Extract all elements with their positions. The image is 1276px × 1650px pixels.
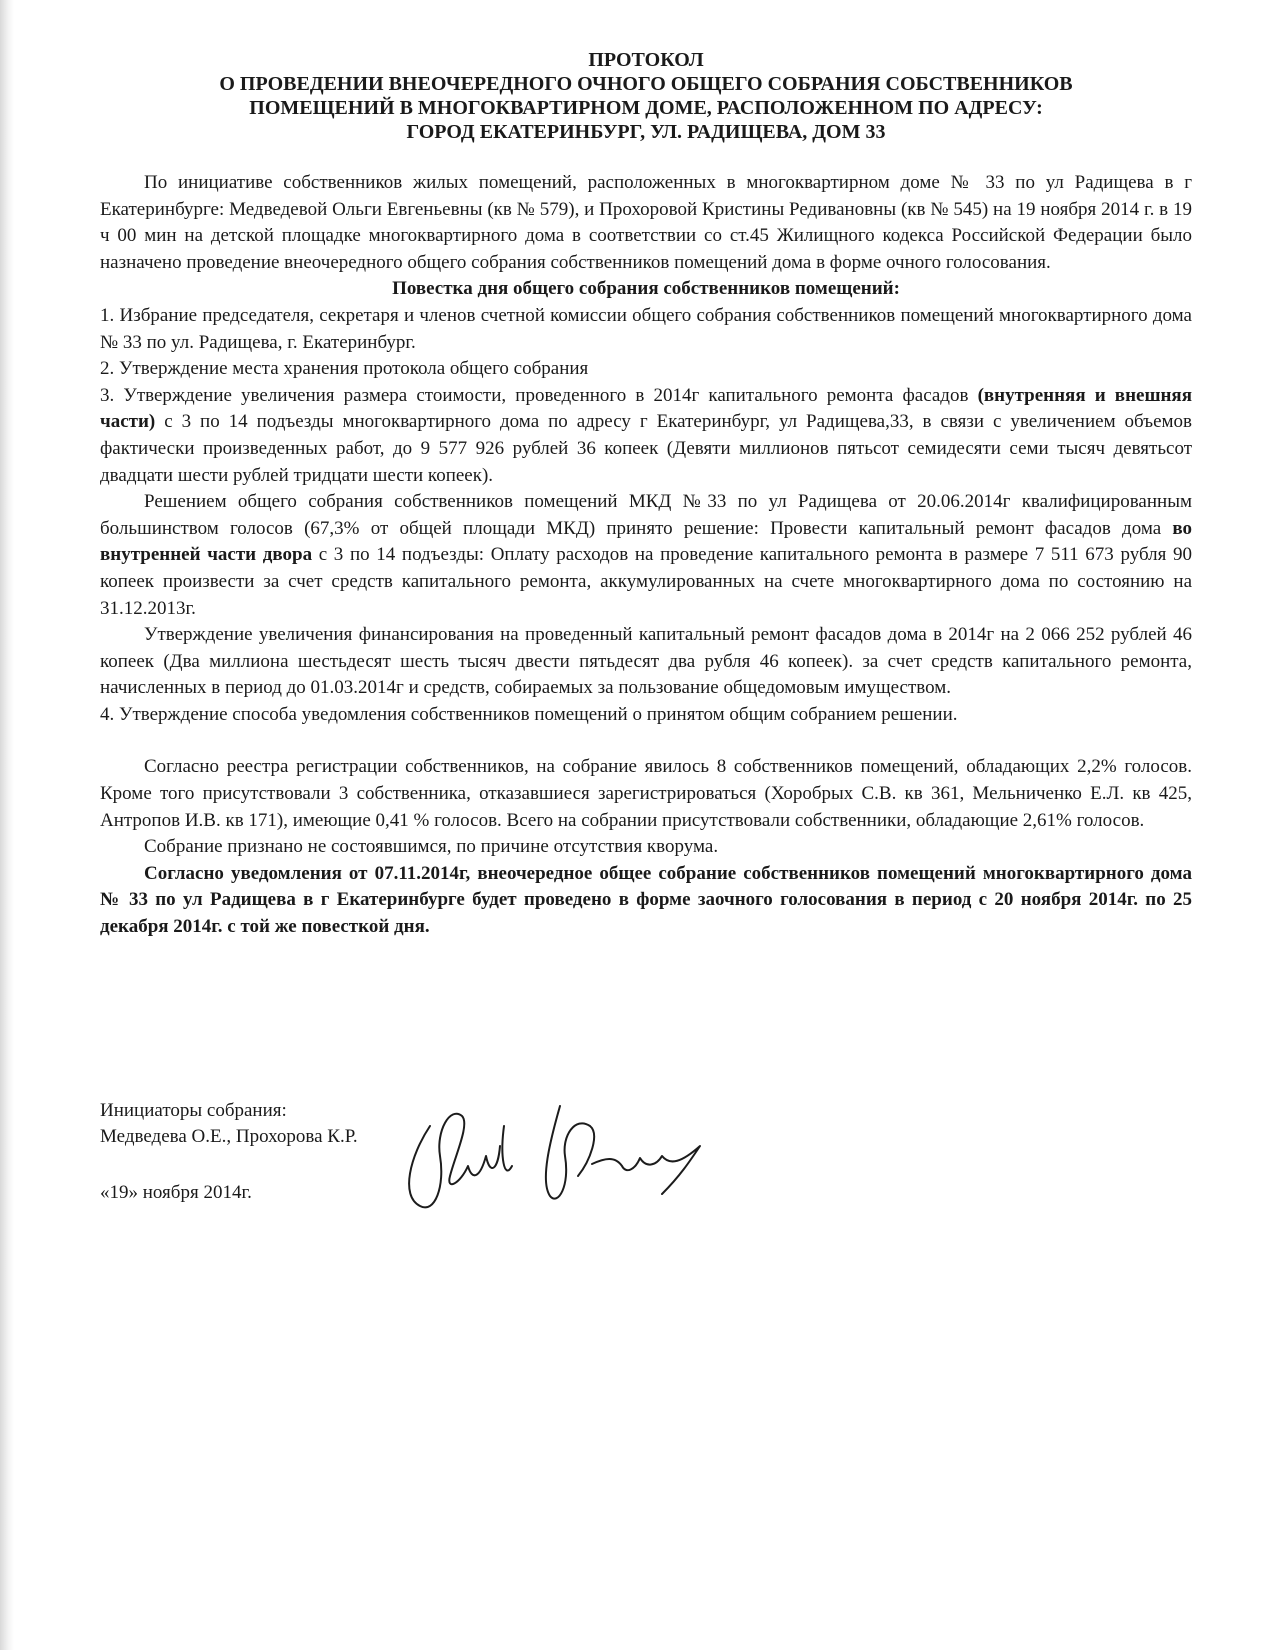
title-line-2: О ПРОВЕДЕНИИ ВНЕОЧЕРЕДНОГО ОЧНОГО ОБЩЕГО СОБРАНИЯ СОБСТВЕННИКОВ xyxy=(219,73,1073,95)
agenda-item-3-text-a: 3. Утверждение увеличения размера стоимости, проведенного в 2014г капитального ремонта фасадов xyxy=(100,384,969,406)
signature-1 xyxy=(409,1114,512,1208)
signature-block xyxy=(100,1098,800,1238)
scan-edge xyxy=(0,0,14,1650)
agenda-item-3 xyxy=(100,383,1192,489)
agenda-item-3-text-b: с 3 по 14 подъезды многоквартирного дома по адресу г Екатеринбург, ул Радищева,33, в связи с увеличением объемов фактически произведенных работ, до 9 577 926 рублей 36 копеек (Девяти миллионов пятьсот семидесяти семи тысяч девятьсот двадцати шести рублей тридцати шести копеек). xyxy=(100,411,1192,486)
agenda-item-2: 2. Утверждение места хранения протокола общего собрания xyxy=(100,358,589,380)
initiators-label: Инициаторы собрания: xyxy=(100,1100,287,1121)
agenda-item-1: 1. Избрание председателя, секретаря и членов счетной комиссии общего собрания собственников помещений многоквартирного дома № 33 по ул. Радищева, г. Екатеринбург. xyxy=(100,304,1192,353)
agenda-item-3-bold: (внутренняя и внешняя части) xyxy=(100,384,1192,433)
signature-date: «19» ноября 2014г. xyxy=(100,1182,252,1203)
decision-bold: во внутренней части двора xyxy=(100,517,1192,566)
no-quorum-paragraph: Собрание признано не состоявшимся, по причине отсутствия кворума. xyxy=(144,836,719,858)
agenda-heading: Повестка дня общего собрания собственников помещений: xyxy=(392,278,900,300)
notice-paragraph: Согласно уведомления от 07.11.2014г, внеочередное общее собрание собственников помещений многоквартирного дома № 33 по ул Радищева в г Екатеринбурге будет проведено в форме заочного голосования в период с 20 ноября 2014г. по 25 декабря 2014г. с той же повесткой дня. xyxy=(100,862,1192,938)
title-line-1: ПРОТОКОЛ xyxy=(588,49,704,71)
initiators-names: Медведева О.Е., Прохорова К.Р. xyxy=(100,1126,358,1147)
decision-text-b: с 3 по 14 подъезды: Оплату расходов на проведение капитального ремонта в размере 7 511 673 рубля 90 копеек произвести за счет средств капитального ремонта, аккумулированных на счете многоквартирного дома по состоянию на 31.12.2013г. xyxy=(100,544,1193,619)
signature-2 xyxy=(546,1106,700,1199)
title-line-3: ПОМЕЩЕНИЙ В МНОГОКВАРТИРНОМ ДОМЕ, РАСПОЛОЖЕННОМ ПО АДРЕСУ: xyxy=(249,97,1043,119)
title-line-4: ГОРОД ЕКАТЕРИНБУРГ, УЛ. РАДИЩЕВА, ДОМ 33 xyxy=(406,121,886,143)
intro-paragraph: По инициативе собственников жилых помещений, расположенных в многоквартирном доме № 33 по ул Радищева в г Екатеринбурге: Медведевой Ольги Евгеньевны (кв № 579), и Прохоровой Кристины Редивановны (кв № 545) на 19 ноября 2014 г. в 19 ч 00 мин на детской площадке многоквартирного дома в соответствии со ст.45 Жилищного кодекса Российской Федерации было назначено проведение внеочередного общего собрания собственников помещений дома в форме очного голосования. xyxy=(100,172,1192,273)
decision-paragraph xyxy=(100,489,1192,622)
financing-paragraph: Утверждение увеличения финансирования на проведенный капитальный ремонт фасадов дома в 2014г на 2 066 252 рублей 46 копеек (Два миллиона шестьдесят шесть тысяч двести пятьдесят два рубля 46 копеек). за счет средств капитального ремонта, начисленных в период до 01.03.2014г и средств, собираемых за пользование общедомовым имуществом. xyxy=(100,624,1192,699)
registration-paragraph: Согласно реестра регистрации собственников, на собрание явилось 8 собственников помещений, обладающих 2,2% голосов. Кроме того присутствовали 3 собственника, отказавшиеся зарегистрироваться (Хоробрых С.В. кв 361, Мельниченко Е.Л. кв 425, Антропов И.В. кв 171), имеющие 0,41 % голосов. Всего на собрании присутствовали собственники, обладающие 2,61% голосов. xyxy=(100,756,1192,831)
spacer xyxy=(100,728,1192,754)
handwritten-signatures xyxy=(400,1086,740,1216)
decision-text-a: Решением общего собрания собственников помещений МКД №33 по ул Радищева от 20.06.2014г квалифицированным большинством голосов (67,3% от общей площади МКД) принято решение: Провести капитальный ремонт фасадов дома xyxy=(100,491,1192,539)
document-title xyxy=(100,48,1192,144)
document-page xyxy=(100,48,1192,941)
agenda-item-4: 4. Утверждение способа уведомления собственников помещений о принятом общим собранием решении. xyxy=(100,703,958,725)
